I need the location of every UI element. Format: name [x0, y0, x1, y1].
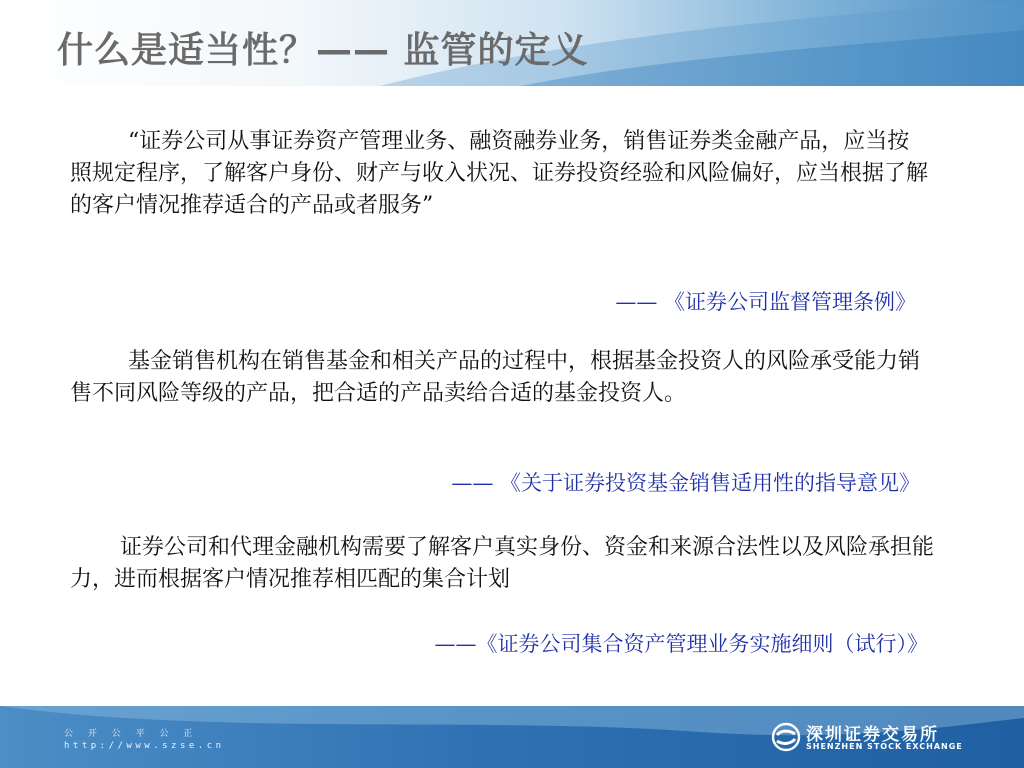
footer-logo-chinese: 深圳证券交易所: [806, 725, 939, 745]
szse-logo-icon: [771, 722, 801, 752]
definition-text-3-content: 证券公司和代理金融机构需要了解客户真实身份、资金和来源合法性以及风险承担能力，进而根据客户情况推荐相匹配的集合计划: [70, 535, 935, 592]
definition-text-2: [70, 346, 928, 410]
definition-text-1: [70, 126, 928, 222]
footer-logo-english: SHENZHEN STOCK EXCHANGE: [806, 742, 963, 751]
definition-source-2: —— 《关于证券投资基金销售适用性的指导意见》: [451, 471, 920, 495]
slide-title: 什么是适当性？—— 监管的定义: [57, 30, 589, 71]
definition-text-2-content: 基金销售机构在销售基金和相关产品的过程中，根据基金投资人的风险承受能力销售不同风险等级的产品，把合适的产品卖给合适的基金投资人。: [70, 349, 921, 406]
footer-motto: 公 开 公 平 公 正: [64, 729, 199, 739]
definition-text-3: [70, 532, 950, 596]
definition-text-1-content: “证券公司从事证券资产管理业务、融资融券业务，销售证券类金融产品，应当按照规定程序，了解客户身份、财产与收入状况、证券投资经验和风险偏好，应当根据了解的客户情况推荐适合的产品或者服务”: [70, 129, 929, 218]
definition-source-1: —— 《证券公司监督管理条例》: [615, 290, 916, 314]
footer-url: http://www.szse.cn: [64, 741, 225, 751]
definition-source-3: ——《证券公司集合资产管理业务实施细则（试行）》: [434, 632, 928, 656]
